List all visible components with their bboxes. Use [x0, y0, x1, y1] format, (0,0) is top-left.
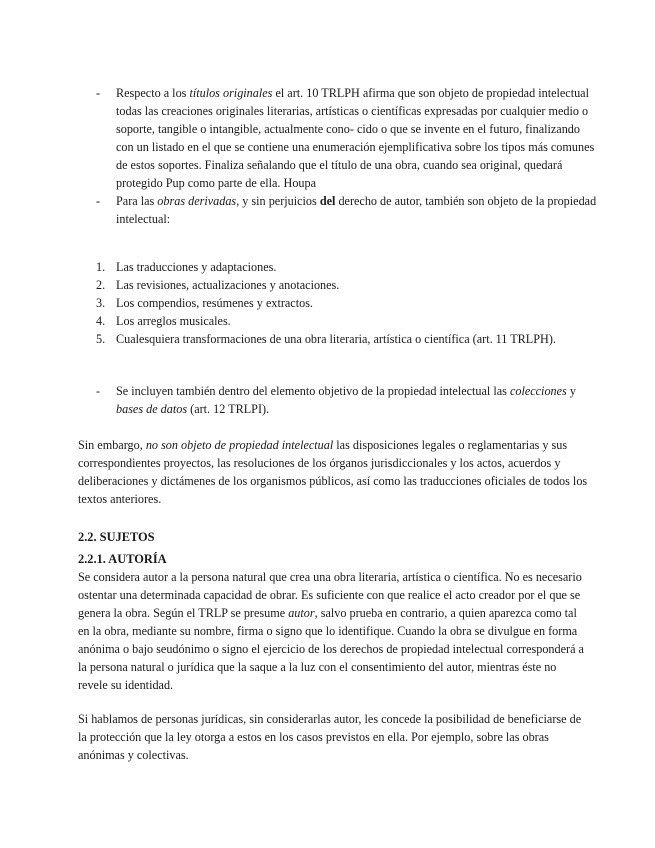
- heading-autoria: 2.2.1. AUTORÍA: [78, 552, 167, 566]
- paragraph-autoria: Se considera autor a la persona natural que crea una obra literaria, artística o científica. No es necesario ostentar una determinada capacidad de obrar. Es suficiente con que realice el acto creador por el que se genera la obra. Según el TRLP se presume autor, salvo prueba en contrario, a quien aparezca como tal en la obra, mediante su nombre, firma o signo que lo identifique. Cuando la obra se divulgue en forma anónima o bajo seudónimo o signo el ejercicio de los derechos de propiedad intelectual corresponderá a la persona natural o jurídica que la saque a la luz con el consentimiento del autor, mientras éste no revele su identidad.: [78, 570, 584, 692]
- list-item: 1. Las traducciones y adaptaciones.: [96, 260, 277, 274]
- list-item: 5. Cualesquiera transformaciones de una obra literaria, artística o científica (art. 11 TRLPH).: [96, 332, 556, 346]
- paragraph-sin-embargo: Sin embargo, no son objeto de propiedad intelectual las disposiciones legales o reglamentarias y sus correspondientes proyectos, las resoluciones de los órganos jurisdiccionales y los actos, acuerdos y deliberaciones y dictámenes de los organismos públicos, así como las traducciones oficiales de todos los textos anteriores.: [78, 438, 588, 506]
- paragraph-personas-juridicas: Si hablamos de personas jurídicas, sin considerarlas autor, les concede la posibilidad de beneficiarse de la protección que la ley otorga a estos en los casos previstos en ella. Por ejemplo, sobre las obras anónimas y colectivas.: [78, 712, 582, 762]
- list-item: 2. Las revisiones, actualizaciones y anotaciones.: [96, 278, 340, 292]
- bullet-dash: -: [96, 194, 101, 208]
- bullet-text: Para las obras derivadas, y sin perjuicios del derecho de autor, también son objeto de la propiedad intelectual:: [116, 194, 597, 226]
- bullet-text: Respecto a los títulos originales el art. 10 TRLPH afirma que son objeto de propiedad intelectual todas las creaciones originales literarias, artísticas o científicas expresadas por cualquier medio o soporte, tangible o intangible, actualmente cono- cido o que se invente en el futuro, finalizando con un listado en el que se contiene una enumeración ejemplificativa sobre los tipos más comunes de estos soportes. Finaliza señalando que el título de una obra, cuando sea original, quedará protegido Pup como parte de ella. Houpa: [116, 86, 595, 190]
- heading-sujetos: 2.2. SUJETOS: [78, 530, 155, 544]
- list-item: 4. Los arreglos musicales.: [96, 314, 231, 328]
- list-item: 3. Los compendios, resúmenes y extractos.: [96, 296, 313, 310]
- bullet-titulos-originales: [78, 84, 598, 192]
- bullet-colecciones: [78, 382, 598, 418]
- bullet-obras-derivadas: [78, 192, 598, 228]
- bullet-text: Se incluyen también dentro del elemento objetivo de la propiedad intelectual las colecciones y bases de datos (art. 12 TRLPI).: [116, 384, 576, 416]
- bullet-dash: -: [96, 86, 101, 100]
- bullet-dash: -: [96, 384, 101, 398]
- numbered-list: [78, 258, 598, 348]
